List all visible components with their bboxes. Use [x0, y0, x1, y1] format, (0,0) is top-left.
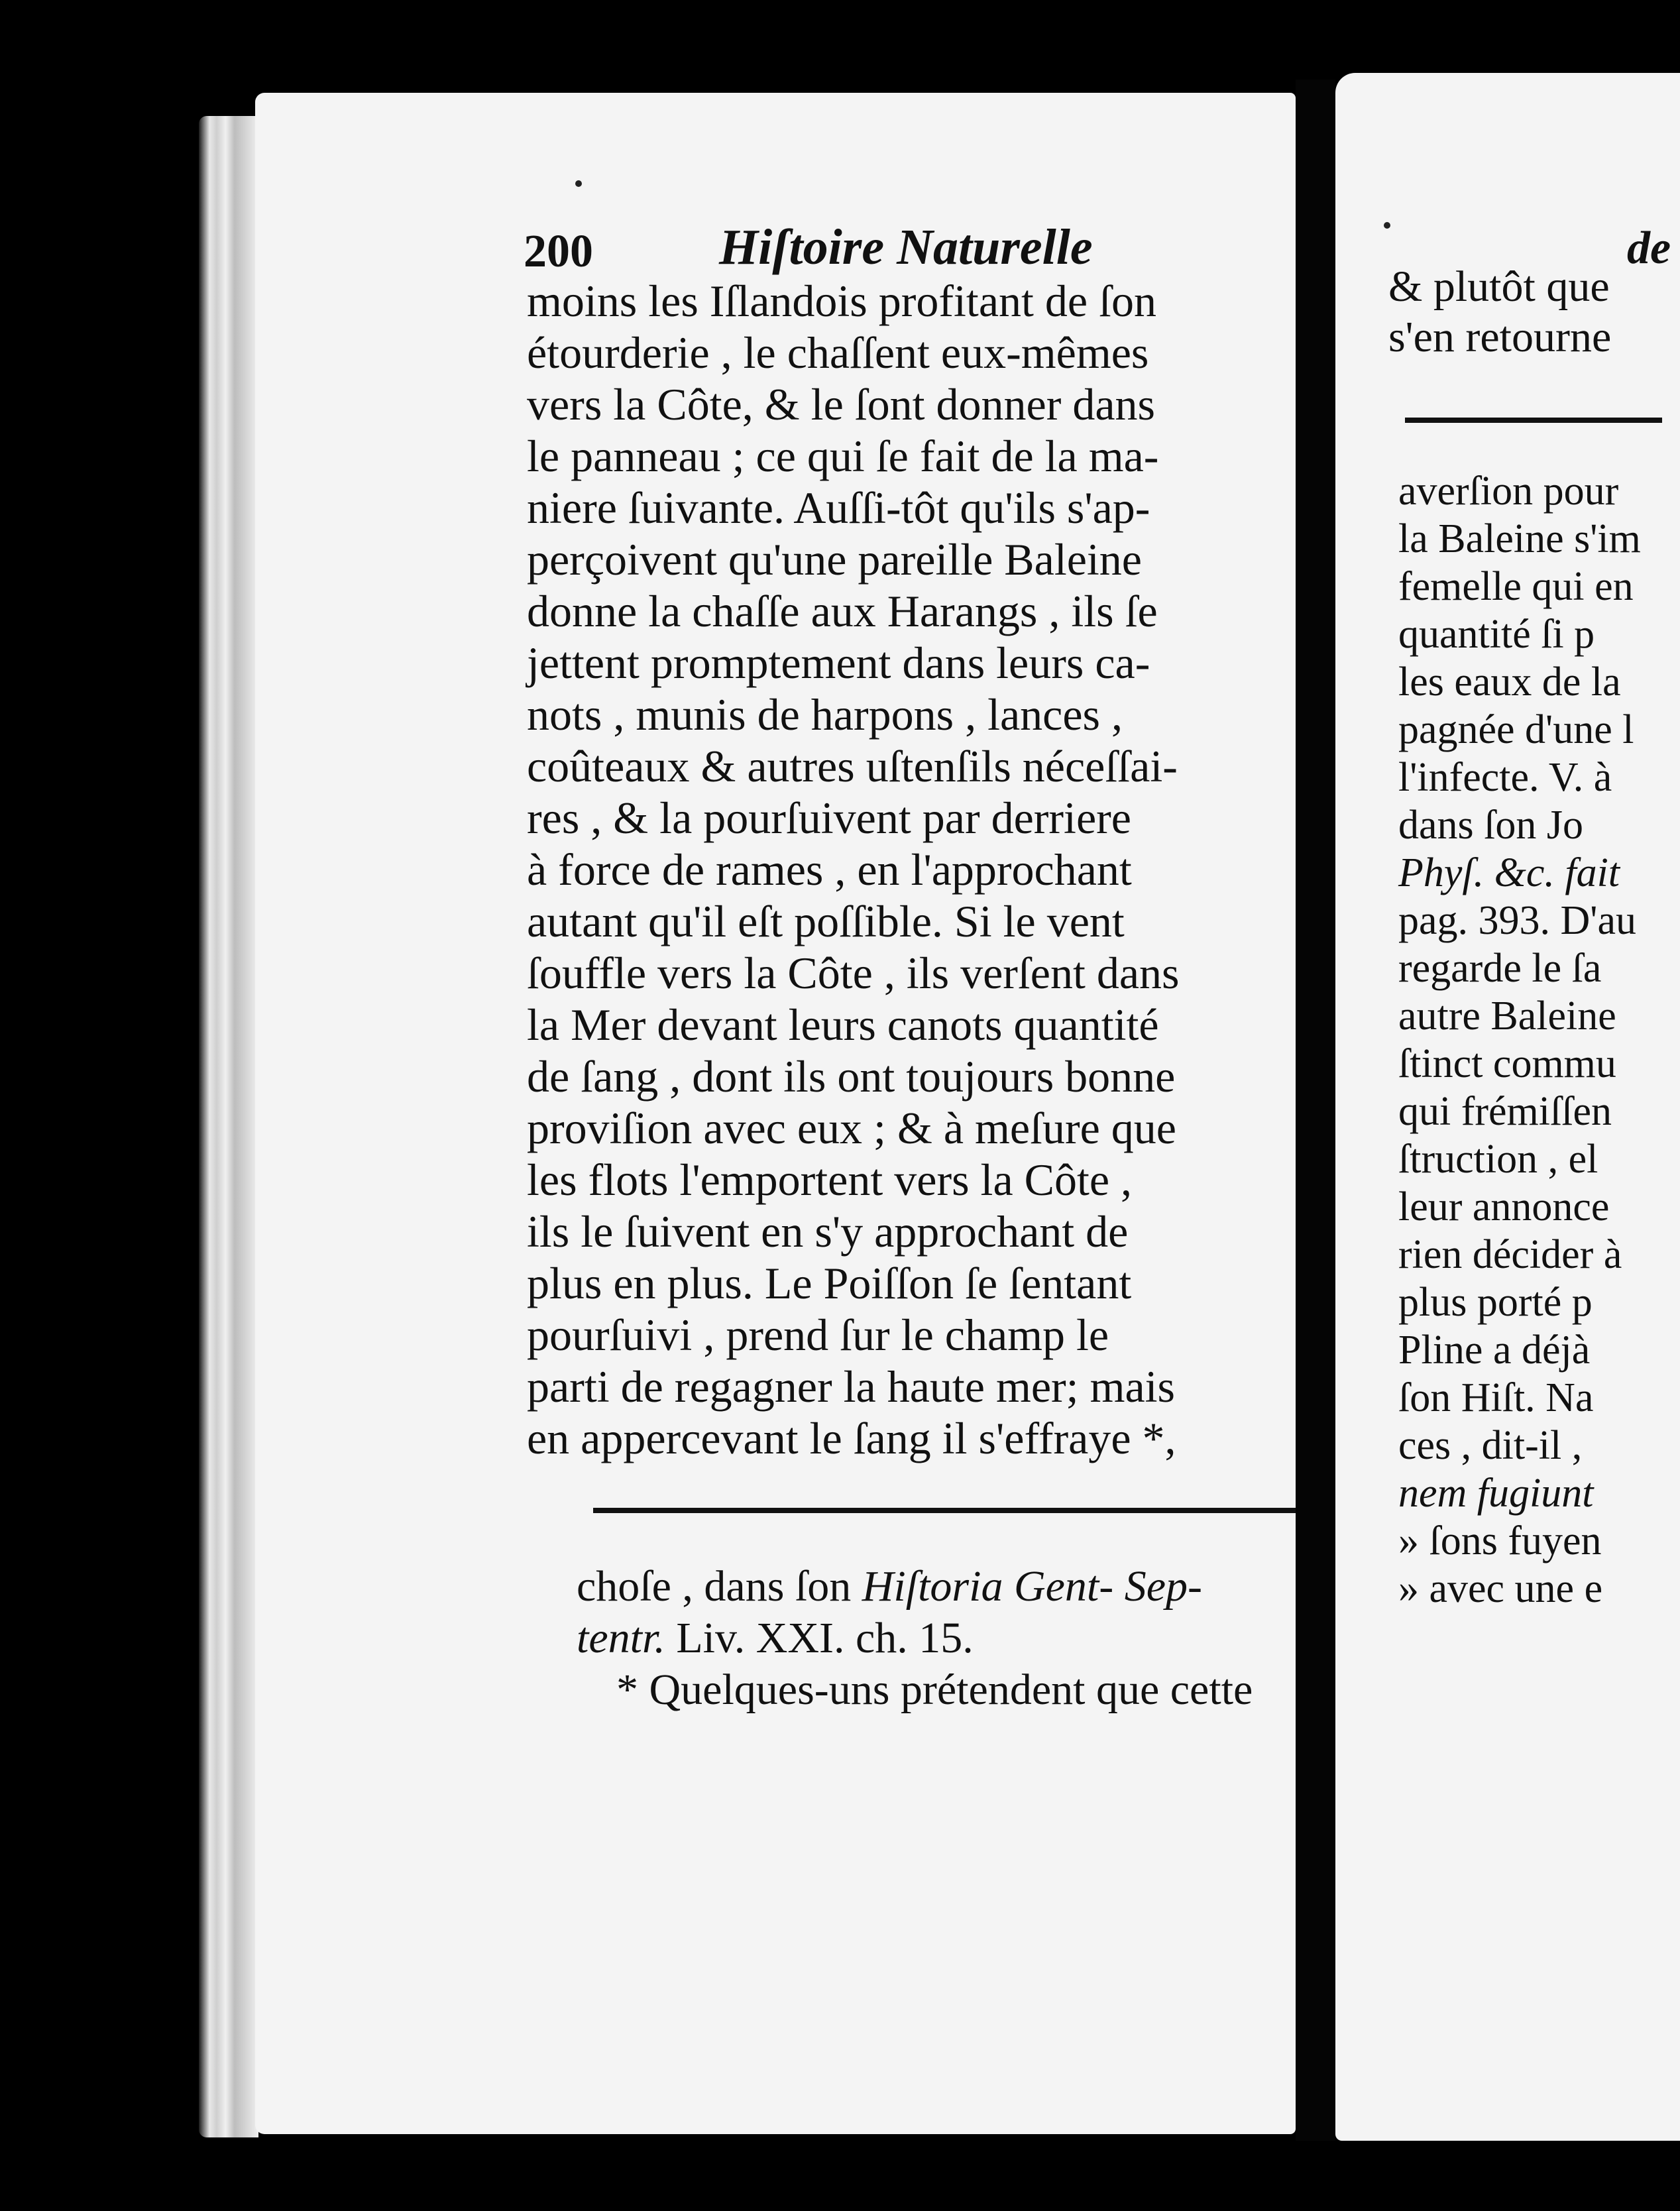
text-line: de ſang , dont ils ont toujours bonne [527, 1051, 1176, 1102]
footnote-text: choſe , dans ſon [577, 1562, 862, 1611]
footnote-line: ſtruction , el [1398, 1137, 1598, 1182]
page-number: 200 [524, 226, 593, 277]
footnote-text: Liv. XXI. ch. 15. [665, 1614, 974, 1662]
footnote-italic: tentr. [577, 1614, 665, 1662]
text-line: vers la Côte, & le ſont donner dans [527, 379, 1156, 429]
text-line: niere ſuivante. Auſſi-tôt qu'ils s'ap- [527, 482, 1150, 533]
footnote-italic: Hiſtoria Gent- Sep- [862, 1562, 1202, 1611]
left-footnotes [577, 1561, 1292, 1716]
footnote-line: averſion pour [1398, 469, 1619, 514]
footnote-line: ſon Hiſt. Na [1398, 1375, 1594, 1420]
footnote-line: rien décider à [1398, 1232, 1622, 1277]
footnote-line: femelle qui en [1398, 564, 1634, 609]
footnote-rule [593, 1508, 1296, 1513]
running-title: Hiſtoire Naturelle [719, 219, 1093, 275]
text-line: étourderie , le chaſſent eux-mêmes [527, 327, 1149, 378]
footnote-line: Phyſ. &c. fait [1398, 850, 1620, 895]
text-line: le panneau ; ce qui ſe fait de la ma- [527, 431, 1159, 481]
footnote-line: ces , dit-il , [1398, 1423, 1583, 1468]
text-line: ils le ſuivent en s'y approchant de [527, 1206, 1129, 1257]
footnote-line: leur annonce [1398, 1184, 1610, 1229]
footnote-line: la Baleine s'im [1398, 516, 1641, 561]
book-gutter [1296, 80, 1335, 2141]
footnote-line: les eaux de la [1398, 659, 1621, 705]
right-running-title: de [1627, 223, 1671, 274]
footnote-line: » ſons fuyen [1398, 1518, 1602, 1563]
text-line: nots , munis de harpons , lances , [527, 689, 1123, 740]
footnote-line: * Quelques-uns prétendent que cette [616, 1666, 1253, 1714]
footnote-line: autre Baleine [1398, 993, 1616, 1039]
right-footnotes [1398, 467, 1662, 1613]
text-line: à force de rames , en l'approchant [527, 844, 1132, 895]
text-line: pourſuivi , prend ſur le champ le [527, 1310, 1109, 1360]
text-line: proviſion avec eux ; & à meſure que [527, 1103, 1176, 1153]
text-line: s'en retourne [1388, 313, 1612, 361]
text-line: perçoivent qu'une pareille Baleine [527, 534, 1142, 585]
right-body-text [1388, 262, 1662, 363]
text-line: ſouffle vers la Côte , ils verſent dans [527, 948, 1180, 998]
footnote-rule [1405, 418, 1662, 423]
footnote-line: nem fugiunt [1398, 1471, 1594, 1516]
footnote-line: pagnée d'une l [1398, 707, 1634, 752]
text-line: parti de regagner la haute mer; mais [527, 1361, 1175, 1412]
footnote-line: plus porté p [1398, 1280, 1593, 1325]
left-body-text [527, 275, 1296, 1464]
text-line: la Mer devant leurs canots quantité [527, 999, 1159, 1050]
text-line: donne la chaſſe aux Harangs , ils ſe [527, 586, 1158, 636]
footnote-line [577, 1561, 1292, 1613]
footnote-line: quantité ſi p [1398, 612, 1595, 657]
footnote-line: Pline a déjà [1398, 1328, 1591, 1373]
text-line: & plutôt que [1388, 262, 1610, 311]
book-page-edges [199, 116, 258, 2137]
footnote-line: » avec une e [1398, 1566, 1603, 1611]
text-line: en appercevant le ſang il s'effraye *, [527, 1413, 1176, 1463]
text-line: coûteaux & autres uſtenſils néceſſai- [527, 741, 1178, 791]
footnote-line: regarde le ſa [1398, 946, 1602, 991]
text-line: plus en plus. Le Poiſſon ſe ſentant [527, 1258, 1132, 1308]
print-speck [1384, 222, 1390, 229]
footnote-line: pag. 393. D'au [1398, 898, 1636, 943]
text-line: res , & la pourſuivent par derriere [527, 793, 1131, 843]
footnote-line: qui frémiſſen [1398, 1089, 1612, 1134]
footnote-line [577, 1613, 1292, 1664]
footnote-line: l'infecte. V. à [1398, 755, 1612, 800]
text-line: jettent promptement dans leurs ca- [527, 638, 1150, 688]
print-speck [575, 180, 582, 187]
text-line: autant qu'il eſt poſſible. Si le vent [527, 896, 1125, 946]
footnote-line: ſtinct commu [1398, 1041, 1616, 1086]
footnote-line: dans ſon Jo [1398, 803, 1583, 848]
text-line: moins les Iſlandois profitant de ſon [527, 276, 1156, 326]
text-line: les flots l'emportent vers la Côte , [527, 1155, 1133, 1205]
